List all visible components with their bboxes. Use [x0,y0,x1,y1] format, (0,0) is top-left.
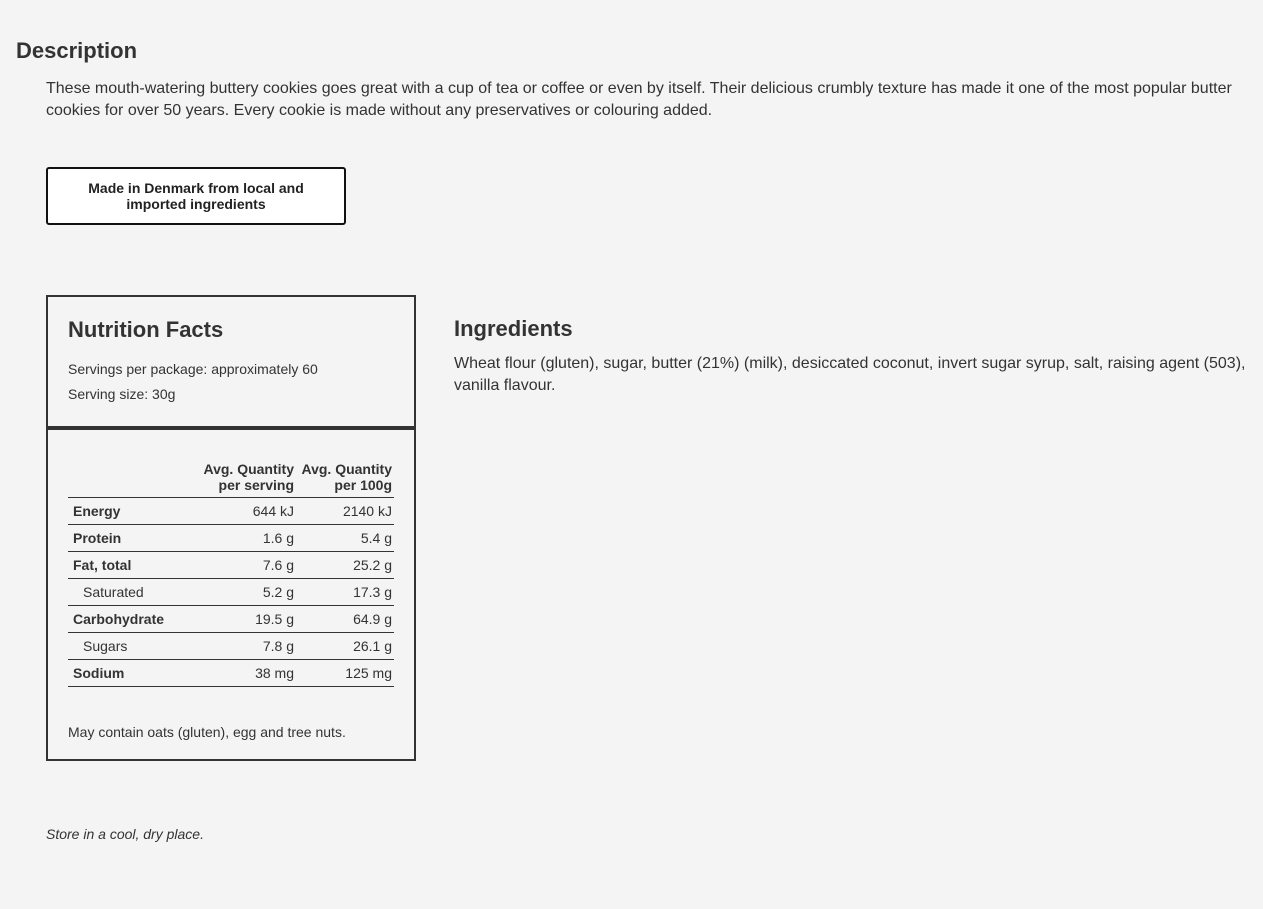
per-serving-value: 38 mg [198,660,296,687]
column-header-name [68,459,198,498]
nutrition-table [68,459,394,687]
allergen-statement: May contain oats (gluten), egg and tree nuts. [68,724,346,740]
description-text: These mouth-watering buttery cookies goes great with a cup of tea or coffee or even by itself. Their delicious crumbly texture has made it one of the most popular butter cookies for over 50 years. Every cookie is made without any preservatives or colouring added. [46,80,1232,119]
storage-instructions: Store in a cool, dry place. [46,826,204,842]
per-serving-value: 644 kJ [198,498,296,525]
per-serving-value: 5.2 g [198,579,296,606]
table-row [68,579,394,606]
origin-badge [46,167,346,225]
table-row [68,498,394,525]
per-100g-value: 5.4 g [296,525,394,552]
per-serving-value: 7.6 g [198,552,296,579]
origin-badge-text: Made in Denmark from local and imported ingredients [88,180,304,212]
ingredients-text: Wheat flour (gluten), sugar, butter (21%) (milk), desiccated coconut, invert sugar syrup, salt, raising agent (503), vanilla flavour. [454,355,1246,394]
nutrient-name: Protein [68,525,198,552]
table-row [68,552,394,579]
table-row [68,660,394,687]
nutrition-facts-title: Nutrition Facts [68,317,224,342]
nutrient-name: Sodium [68,660,198,687]
per-100g-value: 64.9 g [296,606,394,633]
column-header-per-serving: Avg. Quantity per serving [198,459,296,498]
nutrient-name: Carbohydrate [68,606,198,633]
servings-per-package: Servings per package: approximately 60 [68,361,318,377]
nutrient-name: Saturated [68,579,198,606]
nutrition-table-header-row [68,459,394,498]
per-100g-value: 125 mg [296,660,394,687]
per-100g-value: 26.1 g [296,633,394,660]
table-row [68,606,394,633]
table-row [68,633,394,660]
column-header-per-100g: Avg. Quantity per 100g [296,459,394,498]
nutrient-name: Sugars [68,633,198,660]
nutrient-name: Energy [68,498,198,525]
per-serving-value: 19.5 g [198,606,296,633]
per-100g-value: 2140 kJ [296,498,394,525]
table-row [68,525,394,552]
per-serving-value: 7.8 g [198,633,296,660]
nutrient-name: Fat, total [68,552,198,579]
per-100g-value: 17.3 g [296,579,394,606]
nutrition-facts-header [48,297,414,430]
nutrition-facts-panel [46,295,416,761]
per-100g-value: 25.2 g [296,552,394,579]
ingredients-heading: Ingredients [454,316,573,341]
description-heading: Description [16,38,138,63]
serving-size: Serving size: 30g [68,386,176,402]
per-serving-value: 1.6 g [198,525,296,552]
